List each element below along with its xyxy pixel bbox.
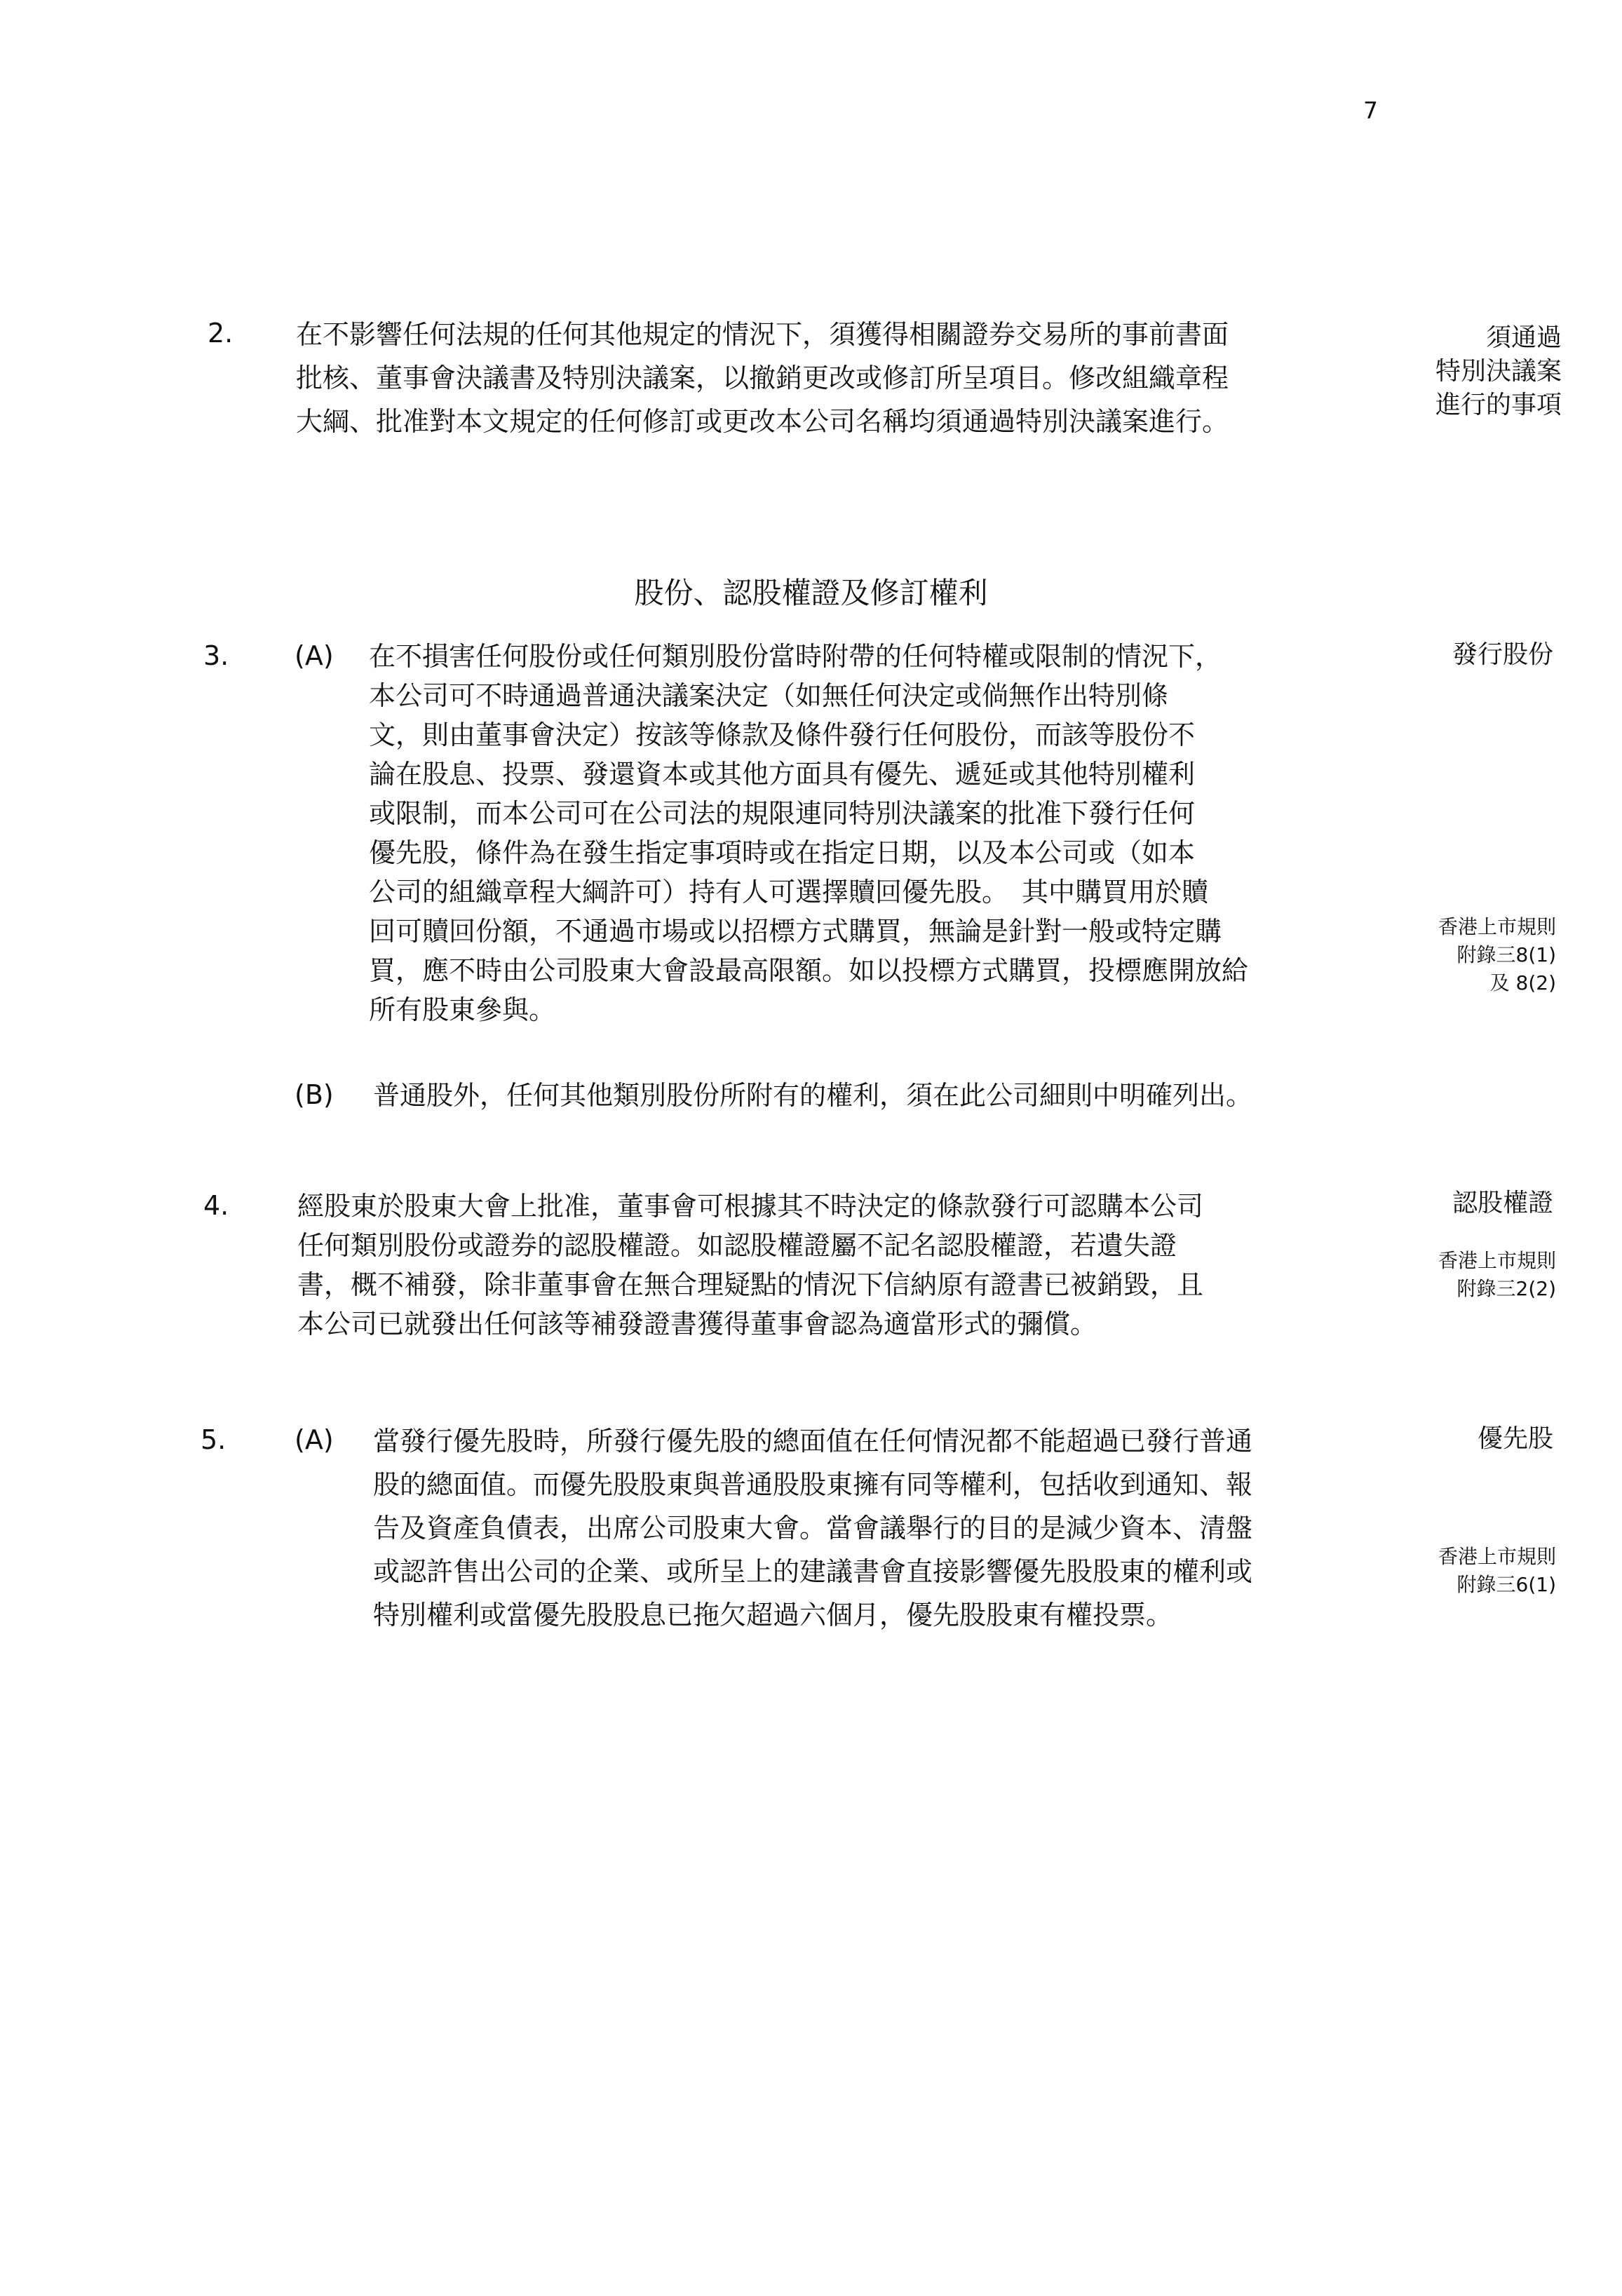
section-3-number: 3. <box>203 640 229 671</box>
section-2-note-line-1: 須通過 <box>1485 323 1562 352</box>
section-3a-line-9: 買，應不時由公司股東大會設最高限額。如以投標方式購買，投標應開放給 <box>369 955 1249 986</box>
section-3a-line-6: 優先股，條件為在發生指定事項時或在指定日期，以及本公司或（如本 <box>369 837 1196 868</box>
section-2-number: 2. <box>208 318 234 349</box>
section-3a-line-1: 在不損害任何股份或任何類別股份當時附帶的任何特權或限制的情況下， <box>369 641 1222 672</box>
section-3-margin-note <box>1452 638 1553 672</box>
section-2-margin-note <box>1435 321 1562 422</box>
section-5a-line-4: 或認許售出公司的企業、或所呈上的建議書會直接影響優先股股東的權利或 <box>373 1556 1253 1587</box>
section-2-line-2: 批核、董事會決議書及特別決議案，以撤銷更改或修訂所呈項目。修改組織章程 <box>296 363 1229 393</box>
section-3b-text <box>373 1076 1252 1115</box>
section-3a-line-4: 論在股息、投票、發還資本或其他方面具有優先、遞延或其他特別權利 <box>369 759 1196 790</box>
section-2-note-line-3: 進行的事項 <box>1435 391 1562 419</box>
section-3-listing-line-2: 附錄三8(1) <box>1457 943 1556 966</box>
section-5-note-line-1: 優先股 <box>1477 1424 1553 1453</box>
section-5a-line-3: 告及資產負債表，出席公司股東大會。當會議舉行的目的是減少資本、清盤 <box>373 1513 1253 1544</box>
section-3a-text <box>369 637 1248 1029</box>
section-5-listing-rule-note <box>1438 1543 1556 1599</box>
section-5a-line-1: 當發行優先股時，所發行優先股的總面值在任何情況都不能超過已發行普通 <box>373 1426 1253 1457</box>
section-3a-line-3: 文，則由董事會決定）按該等條款及條件發行任何股份，而該等股份不 <box>369 720 1196 750</box>
section-4-number: 4. <box>203 1190 229 1221</box>
section-5-listing-line-2: 附錄三6(1) <box>1457 1573 1556 1596</box>
section-4-margin-note <box>1452 1187 1553 1220</box>
section-4-listing-rule-note <box>1438 1247 1556 1303</box>
section-5-number: 5. <box>201 1424 227 1455</box>
section-4-text <box>297 1187 1203 1344</box>
section-4-note-line-1: 認股權證 <box>1452 1189 1553 1217</box>
section-5-listing-line-1: 香港上市規則 <box>1438 1545 1556 1568</box>
section-5a-label: (A) <box>295 1424 334 1455</box>
section-4-listing-line-2: 附錄三2(2) <box>1457 1277 1556 1300</box>
section-3a-line-5: 或限制，而本公司可在公司法的規限連同特別決議案的批准下發行任何 <box>369 798 1196 829</box>
page-number: 7 <box>1363 97 1378 124</box>
section-3b-line-1: 普通股外，任何其他類別股份所附有的權利，須在此公司細則中明確列出。 <box>373 1080 1253 1111</box>
section-2-text <box>296 313 1229 443</box>
section-3-note-line-1: 發行股份 <box>1452 640 1553 669</box>
section-3-listing-rule-note <box>1438 913 1556 997</box>
section-3a-line-7: 公司的組織章程大綱許可）持有人可選擇贖回優先股。 其中購買用於贖 <box>369 877 1209 907</box>
section-5a-text <box>373 1419 1252 1637</box>
section-4-listing-line-1: 香港上市規則 <box>1438 1249 1556 1272</box>
section-3-listing-line-1: 香港上市規則 <box>1438 915 1556 938</box>
section-heading: 股份、認股權證及修訂權利 <box>634 576 988 610</box>
section-2-line-3: 大綱、批准對本文規定的任何修訂或更改本公司名稱均須通過特別決議案進行。 <box>296 406 1229 437</box>
section-3a-label: (A) <box>295 640 334 671</box>
section-5-margin-note <box>1478 1422 1553 1456</box>
section-3a-line-8: 回可贖回份額，不通過市場或以招標方式購買，無論是針對一般或特定購 <box>369 916 1222 947</box>
section-4-line-4: 本公司已就發出任何該等補發證書獲得董事會認為適當形式的彌償。 <box>297 1309 1097 1339</box>
section-5a-line-2: 股的總面值。而優先股股東與普通股股東擁有同等權利，包括收到通知、報 <box>373 1469 1253 1500</box>
section-3a-line-10: 所有股東參與。 <box>369 994 556 1025</box>
section-3a-line-2: 本公司可不時通過普通決議案決定（如無任何決定或倘無作出特別條 <box>369 680 1169 711</box>
section-4-line-2: 任何類別股份或證券的認股權證。如認股權證屬不記名認股權證，若遺失證 <box>297 1230 1177 1261</box>
section-2-note-line-2: 特別決議案 <box>1435 357 1562 386</box>
section-5a-line-5: 特別權利或當優先股股息已拖欠超過六個月，優先股股東有權投票。 <box>373 1600 1173 1630</box>
section-4-line-1: 經股東於股東大會上批准，董事會可根據其不時決定的條款發行可認購本公司 <box>297 1191 1204 1222</box>
section-3b-label: (B) <box>295 1079 334 1110</box>
section-3-listing-line-3: 及 8(2) <box>1489 971 1556 994</box>
section-2-line-1: 在不影響任何法規的任何其他規定的情況下，須獲得相關證券交易所的事前書面 <box>296 319 1229 350</box>
section-4-line-3: 書，概不補發，除非董事會在無合理疑點的情況下信納原有證書已被銷毀，且 <box>297 1269 1204 1300</box>
